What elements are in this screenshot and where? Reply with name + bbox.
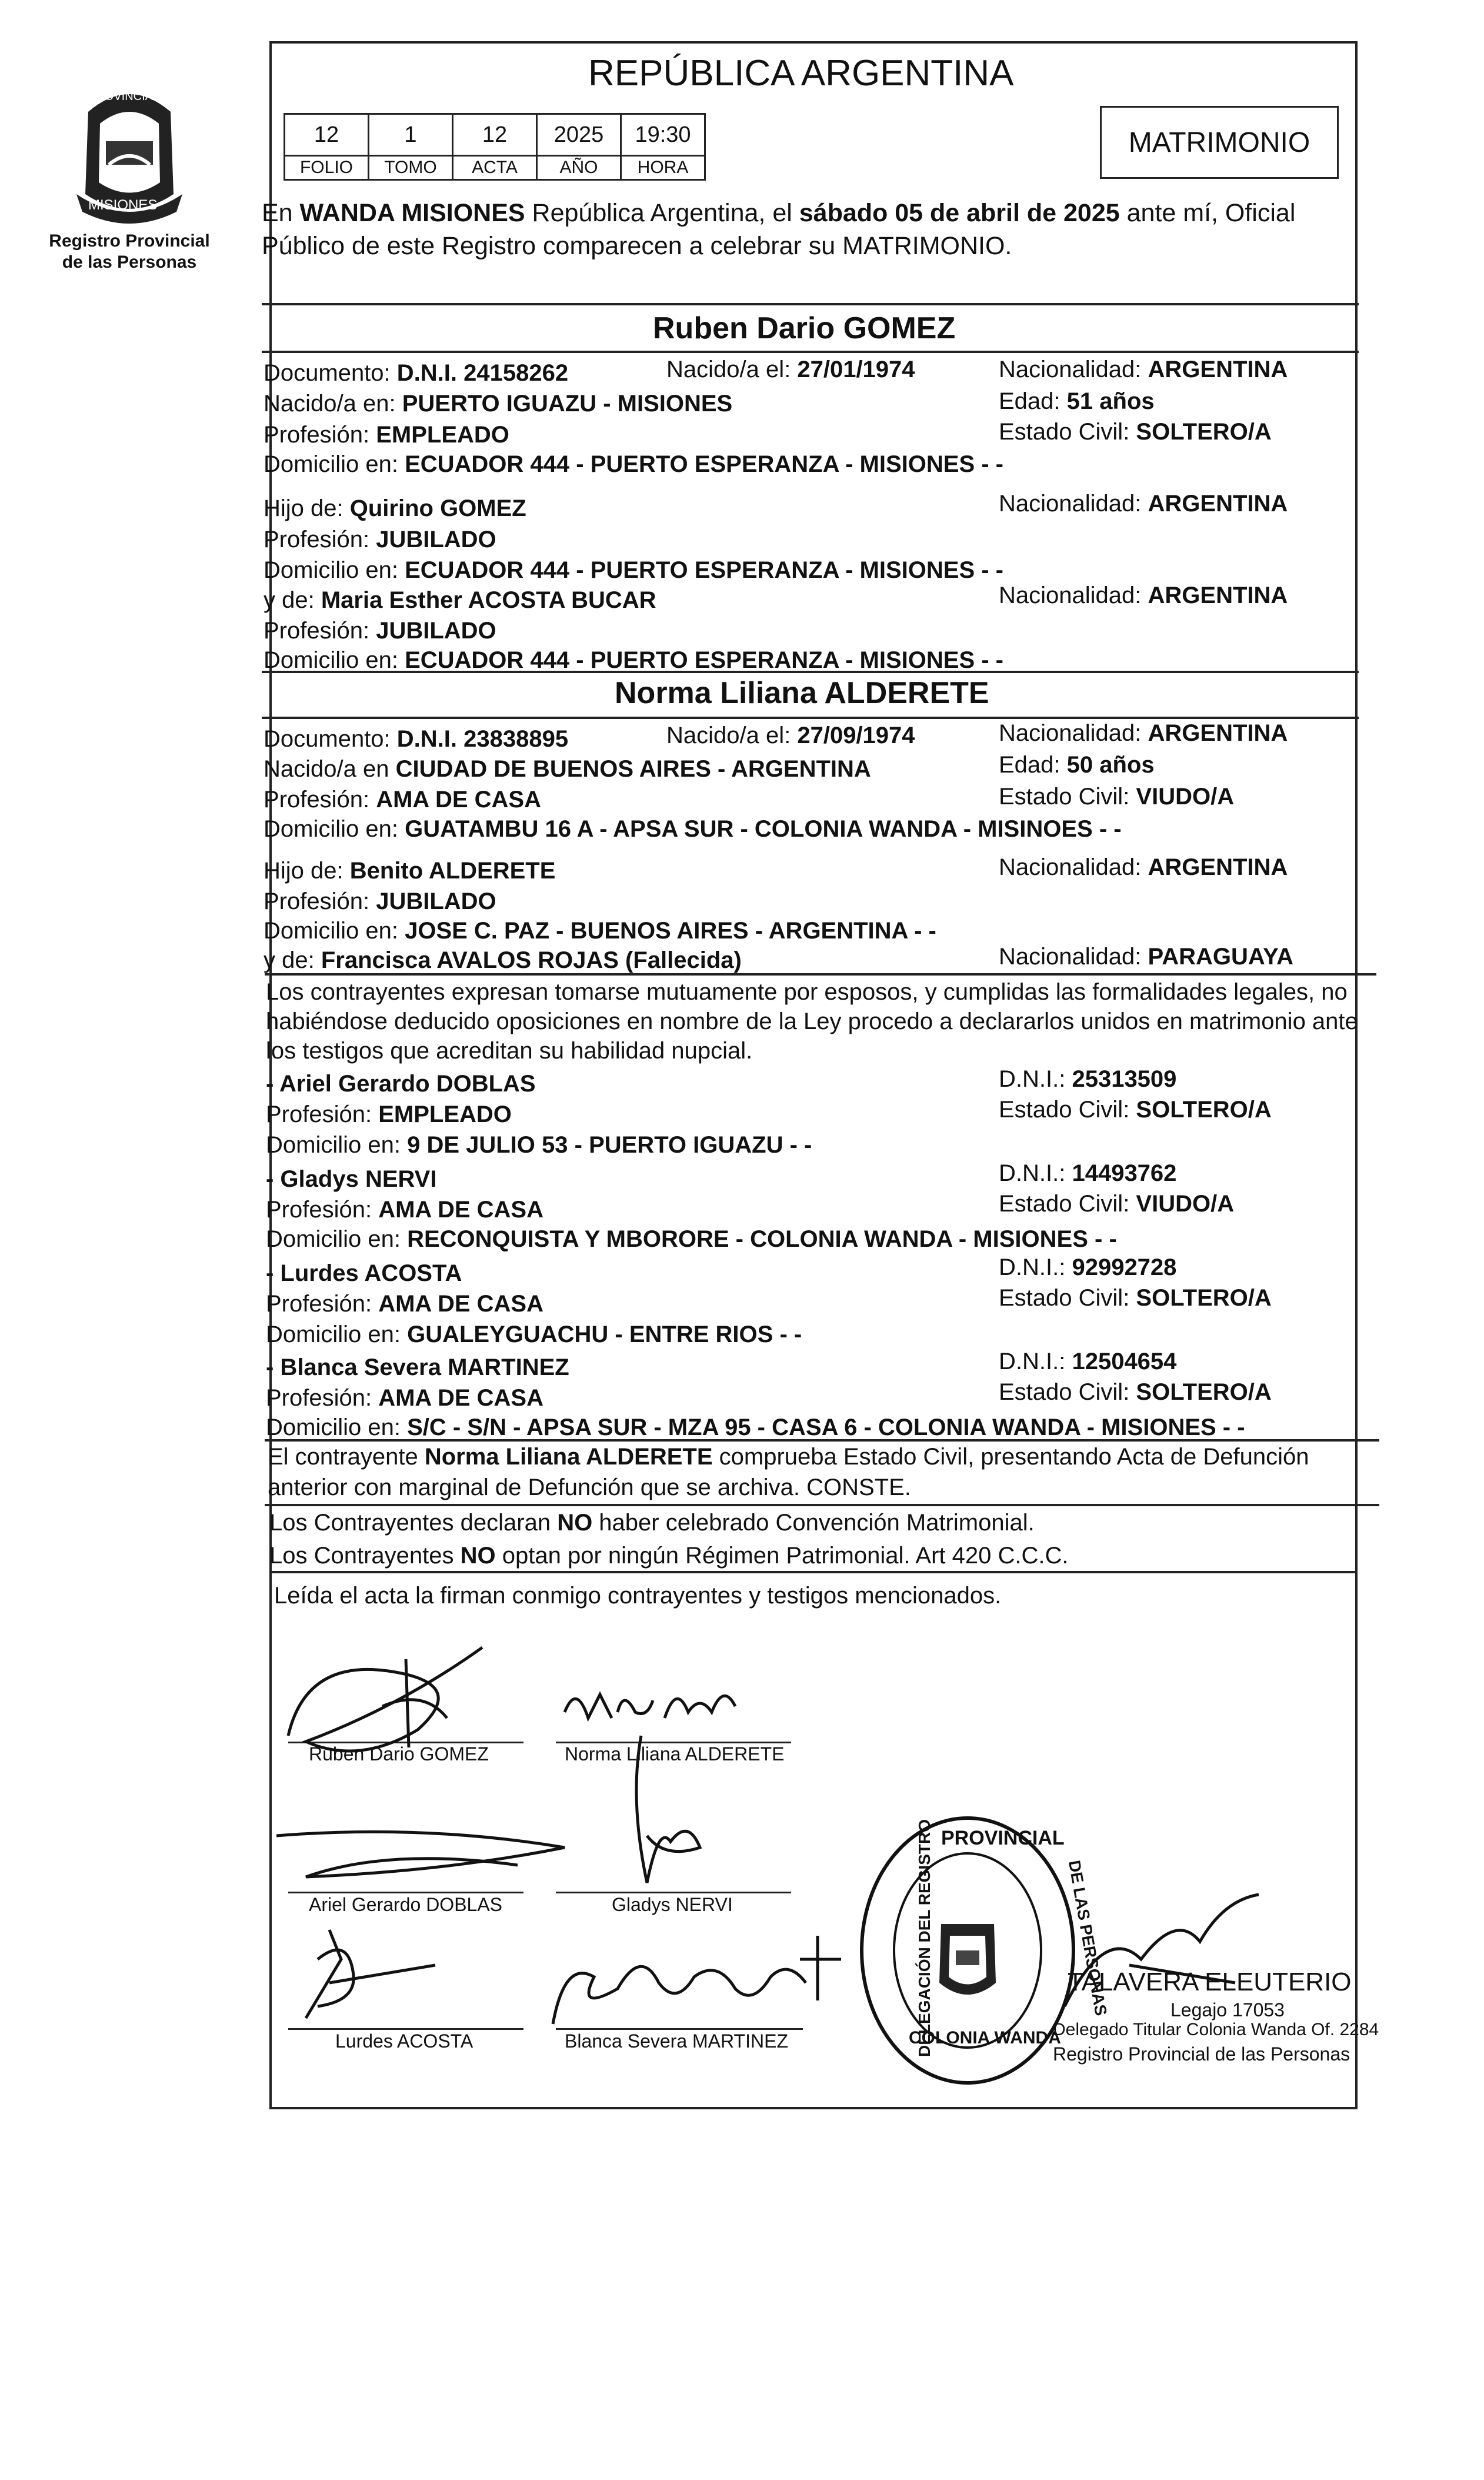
seal-bottom-text: COLONIA WANDA — [909, 2028, 1061, 2048]
civil-note-line-2: anterior con marginal de Defunción que se archiva. CONSTE. — [268, 1474, 911, 1500]
logo-caption-2: de las Personas — [62, 252, 197, 272]
regime-line-2: Los Contrayentes NO optan por ningún Régimen Patrimonial. Art 420 C.C.C. — [269, 1543, 1069, 1569]
bride-father: Hijo de: Benito ALDERETE — [264, 858, 556, 884]
groom-mother-address: Domicilio en: ECUADOR 444 - PUERTO ESPERANZA - MISIONES - - — [264, 647, 1003, 673]
bride-nationality: Nacionalidad: ARGENTINA — [999, 720, 1288, 746]
divider — [262, 671, 1359, 673]
bride-birthplace: Nacido/a en CIUDAD DE BUENOS AIRES - ARGENTINA — [264, 756, 871, 782]
witness-3-address: Domicilio en: GUALEYGUACHU - ENTRE RIOS - - — [266, 1321, 802, 1347]
witness-2-profession: Profesión: AMA DE CASA — [266, 1197, 543, 1223]
divider — [269, 1571, 1358, 1573]
tomo-label: TOMO — [369, 156, 453, 180]
bride-mother-nationality: Nacionalidad: PARAGUAYA — [999, 944, 1293, 970]
groom-mother-profession: Profesión: JUBILADO — [264, 618, 496, 644]
groom-mother-nationality: Nacionalidad: ARGENTINA — [999, 582, 1288, 608]
declaration-line-3: los testigos que acreditan su habilidad nupcial. — [266, 1038, 753, 1064]
crest-top-text: PROVINCIA DE — [88, 90, 172, 103]
groom-father-nationality: Nacionalidad: ARGENTINA — [999, 491, 1288, 517]
seal-top-text: PROVINCIAL — [941, 1827, 1065, 1849]
tomo-value: 1 — [369, 114, 453, 156]
witness-1-dni: D.N.I.: 25313509 — [999, 1066, 1177, 1092]
bride-father-profession: Profesión: JUBILADO — [264, 888, 496, 914]
divider — [262, 303, 1359, 305]
act-type-badge: MATRIMONIO — [1100, 106, 1339, 179]
groom-address: Domicilio en: ECUADOR 444 - PUERTO ESPERANZA - MISIONES - - — [264, 451, 1003, 477]
officer-role: Delegado Titular Colonia Wanda Of. 2284 — [1053, 2020, 1379, 2039]
witness-4-civil-status: Estado Civil: SOLTERO/A — [999, 1379, 1272, 1405]
acta-value: 12 — [453, 114, 537, 156]
anio-label: AÑO — [537, 156, 621, 180]
witness-4-name: - Blanca Severa MARTINEZ — [266, 1354, 569, 1380]
bride-signature — [559, 1671, 771, 1736]
bride-signature-caption: Norma Liliana ALDERETE — [565, 1743, 785, 1765]
witness-1-name: - Ariel Gerardo DOBLAS — [266, 1071, 536, 1097]
bride-mother: y de: Francisca AVALOS ROJAS (Fallecida) — [264, 947, 742, 973]
acta-label: ACTA — [453, 156, 537, 180]
witness-1-address: Domicilio en: 9 DE JULIO 53 - PUERTO IGUAZU - - — [266, 1132, 812, 1158]
seal-right-text: DE LAS PERSONAS — [1065, 1859, 1111, 2018]
witness-3-profession: Profesión: AMA DE CASA — [266, 1291, 543, 1317]
witness-2-signature — [594, 1730, 712, 1895]
officer-organization: Registro Provincial de las Personas — [1053, 2043, 1350, 2065]
seal-left-text: DELEGACIÓN DEL REGISTRO — [915, 1819, 933, 2057]
witness-4-signature — [541, 1924, 847, 2030]
bride-civil-status: Estado Civil: VIUDO/A — [999, 784, 1235, 810]
page-title: REPÚBLICA ARGENTINA — [588, 53, 1014, 94]
witness-2-dni: D.N.I.: 14493762 — [999, 1160, 1177, 1186]
bride-profession: Profesión: AMA DE CASA — [264, 787, 541, 813]
witness-1-signature-caption: Ariel Gerardo DOBLAS — [309, 1894, 503, 1915]
witness-3-name: - Lurdes ACOSTA — [266, 1260, 462, 1286]
bride-birthdate: Nacido/a el: 27/09/1974 — [666, 723, 915, 748]
witness-1-civil-status: Estado Civil: SOLTERO/A — [999, 1097, 1272, 1123]
groom-nationality: Nacionalidad: ARGENTINA — [999, 357, 1288, 382]
officer-signature — [1059, 1889, 1270, 2018]
anio-value: 2025 — [537, 114, 621, 156]
folio-value: 12 — [285, 114, 369, 156]
witness-1-profession: Profesión: EMPLEADO — [266, 1101, 512, 1127]
witness-3-signature — [294, 1924, 447, 2024]
declaration-line-2: habiéndose deducido oposiciones en nombre de la Ley procedo a declararlos unidos en matrimonio ante — [266, 1008, 1358, 1034]
groom-signature — [271, 1636, 529, 1753]
witness-1-signature — [271, 1812, 576, 1889]
witness-3-dni: D.N.I.: 92992728 — [999, 1254, 1177, 1280]
divider — [265, 1504, 1379, 1506]
witness-4-signature-caption: Blanca Severa MARTINEZ — [565, 2030, 788, 2052]
registry-table — [284, 113, 706, 181]
officer-name: TALAVERA ELEUTERIO — [1068, 1968, 1352, 1996]
witness-4-dni: D.N.I.: 12504654 — [999, 1349, 1177, 1374]
logo-caption-1: Registro Provincial — [49, 231, 210, 251]
declaration-line-1: Los contrayentes expresan tomarse mutuamente por esposos, y cumplidas las formalidades legales, no — [266, 979, 1348, 1005]
divider — [265, 973, 1376, 976]
witness-3-civil-status: Estado Civil: SOLTERO/A — [999, 1285, 1272, 1311]
divider — [262, 351, 1359, 353]
groom-profession: Profesión: EMPLEADO — [264, 422, 509, 448]
witness-2-signature-caption: Gladys NERVI — [612, 1894, 733, 1915]
groom-birthplace: Nacido/a en: PUERTO IGUAZU - MISIONES — [264, 391, 733, 417]
witness-2-address: Domicilio en: RECONQUISTA Y MBORORE - COLONIA WANDA - MISIONES - - — [266, 1226, 1117, 1252]
witness-2-civil-status: Estado Civil: VIUDO/A — [999, 1191, 1235, 1217]
bride-age: Edad: 50 años — [999, 752, 1155, 778]
groom-document: Documento: D.N.I. 24158262 — [264, 360, 569, 386]
groom-name-heading: Ruben Dario GOMEZ — [653, 311, 956, 345]
officer-legajo: Legajo 17053 — [1170, 1999, 1285, 2020]
witness-4-address: Domicilio en: S/C - S/N - APSA SUR - MZA 95 - CASA 6 - COLONIA WANDA - MISIONES - - — [266, 1414, 1245, 1440]
bride-father-address: Domicilio en: JOSE C. PAZ - BUENOS AIRES - ARGENTINA - - — [264, 918, 936, 944]
groom-father: Hijo de: Quirino GOMEZ — [264, 495, 526, 521]
intro-line-2: Público de este Registro comparecen a celebrar su MATRIMONIO. — [262, 232, 1012, 260]
bride-father-nationality: Nacionalidad: ARGENTINA — [999, 854, 1288, 880]
closing-statement: Leída el acta la firman conmigo contrayentes y testigos mencionados. — [274, 1583, 1002, 1609]
folio-label: FOLIO — [285, 156, 369, 180]
hora-label: HORA — [621, 156, 705, 180]
hora-value: 19:30 — [621, 114, 705, 156]
bride-address: Domicilio en: GUATAMBU 16 A - APSA SUR - COLONIA WANDA - MISINOES - - — [264, 816, 1122, 842]
groom-signature-caption: Ruben Dario GOMEZ — [309, 1743, 489, 1765]
witness-3-signature-caption: Lurdes ACOSTA — [335, 2030, 473, 2052]
divider — [265, 1439, 1379, 1442]
regime-line-1: Los Contrayentes declaran NO haber celebrado Convención Matrimonial. — [269, 1510, 1035, 1536]
witness-2-name: - Gladys NERVI — [266, 1166, 437, 1192]
bride-name-heading: Norma Liliana ALDERETE — [615, 676, 989, 710]
groom-father-address: Domicilio en: ECUADOR 444 - PUERTO ESPERANZA - MISIONES - - — [264, 557, 1003, 583]
witness-4-profession: Profesión: AMA DE CASA — [266, 1385, 543, 1411]
groom-birthdate: Nacido/a el: 27/01/1974 — [666, 357, 915, 382]
crest-bottom-text: MISIONES — [88, 197, 158, 213]
intro-line-1: En WANDA MISIONES República Argentina, el sábado 05 de abril de 2025 ante mí, Oficial — [262, 199, 1296, 227]
bride-document: Documento: D.N.I. 23838895 — [264, 726, 569, 752]
groom-age: Edad: 51 años — [999, 388, 1155, 414]
groom-father-profession: Profesión: JUBILADO — [264, 527, 496, 552]
groom-mother: y de: Maria Esther ACOSTA BUCAR — [264, 587, 656, 613]
civil-note-line-1: El contrayente Norma Liliana ALDERETE comprueba Estado Civil, presentando Acta de Defunción — [268, 1444, 1309, 1470]
groom-civil-status: Estado Civil: SOLTERO/A — [999, 419, 1272, 445]
